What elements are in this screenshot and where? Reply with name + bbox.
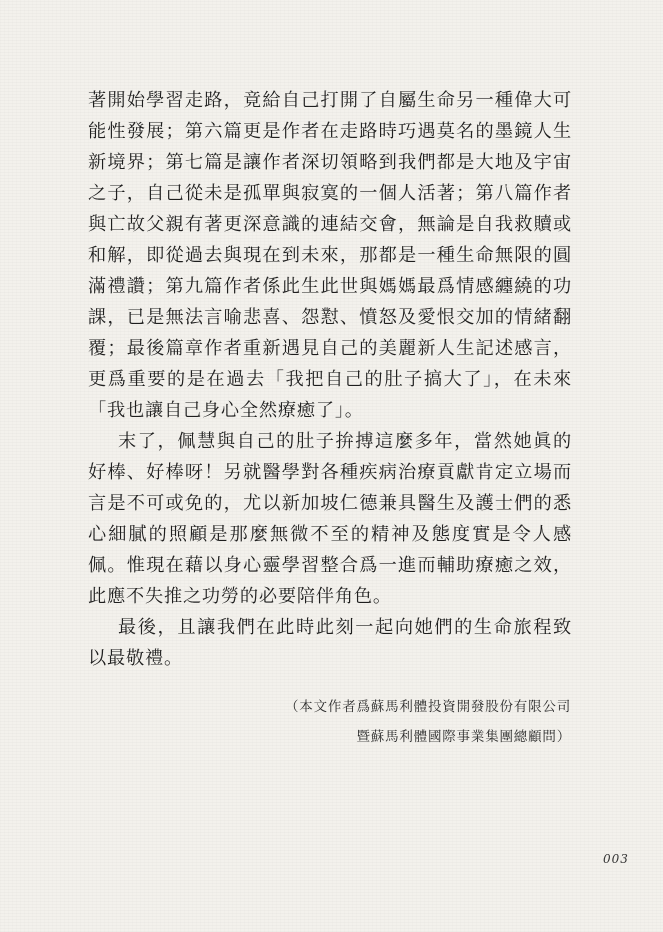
text-line: 滿禮讚；第九篇作者係此生此世與媽媽最爲情感纏繞的功 bbox=[88, 276, 572, 297]
author-note-line-2: 暨蘇馬利體國際事業集團總顧問） bbox=[356, 729, 571, 745]
text-line: 以最敬禮。 bbox=[88, 648, 183, 669]
text-line: 言是不可或免的，尤以新加坡仁德兼具醫生及護士們的悉 bbox=[88, 493, 572, 514]
text-line: 新境界；第七篇是讓作者深切領略到我們都是大地及宇宙 bbox=[88, 152, 572, 173]
text-line: 此應不失推之功勞的必要陪伴角色。 bbox=[88, 586, 392, 607]
text-line: 心細膩的照顧是那麼無微不至的精神及態度實是令人感 bbox=[88, 524, 572, 545]
text-line: 更爲重要的是在過去「我把自己的肚子搞大了」，在未來 bbox=[88, 369, 572, 390]
text-line: 能性發展；第六篇更是作者在走路時巧遇莫名的墨鏡人生 bbox=[88, 121, 572, 142]
text-line: 課，已是無法言喻悲喜、怨懟、憤怒及愛恨交加的情緒翻 bbox=[88, 307, 572, 328]
text-line: 覆；最後篇章作者重新遇見自己的美麗新人生記述感言， bbox=[88, 338, 572, 359]
text-line: 與亡故父親有著更深意識的連結交會，無論是自我救贖或 bbox=[88, 214, 572, 235]
text-line: 末了，佩慧與自己的肚子拚搏這麼多年，當然她眞的 bbox=[118, 431, 572, 452]
text-line: 佩。惟現在藉以身心靈學習整合爲一進而輔助療癒之效， bbox=[88, 555, 572, 576]
text-line: 之子，自己從未是孤單與寂寞的一個人活著；第八篇作者 bbox=[88, 183, 572, 204]
author-note-line-1: （本文作者爲蘇馬利體投資開發股份有限公司 bbox=[285, 699, 571, 715]
text-line: 和解，即從過去與現在到未來，那都是一種生命無限的圓 bbox=[88, 245, 572, 266]
text-line: 最後，且讓我們在此時此刻一起向她們的生命旅程致 bbox=[118, 617, 572, 638]
text-line: 「我也讓自己身心全然療癒了」。 bbox=[88, 400, 364, 421]
text-line: 好棒、好棒呀！另就醫學對各種疾病治療貢獻肯定立場而 bbox=[88, 462, 572, 483]
page-number: 003 bbox=[603, 852, 629, 866]
text-line: 著開始學習走路，竟給自己打開了自屬生命另一種偉大可 bbox=[88, 90, 572, 111]
